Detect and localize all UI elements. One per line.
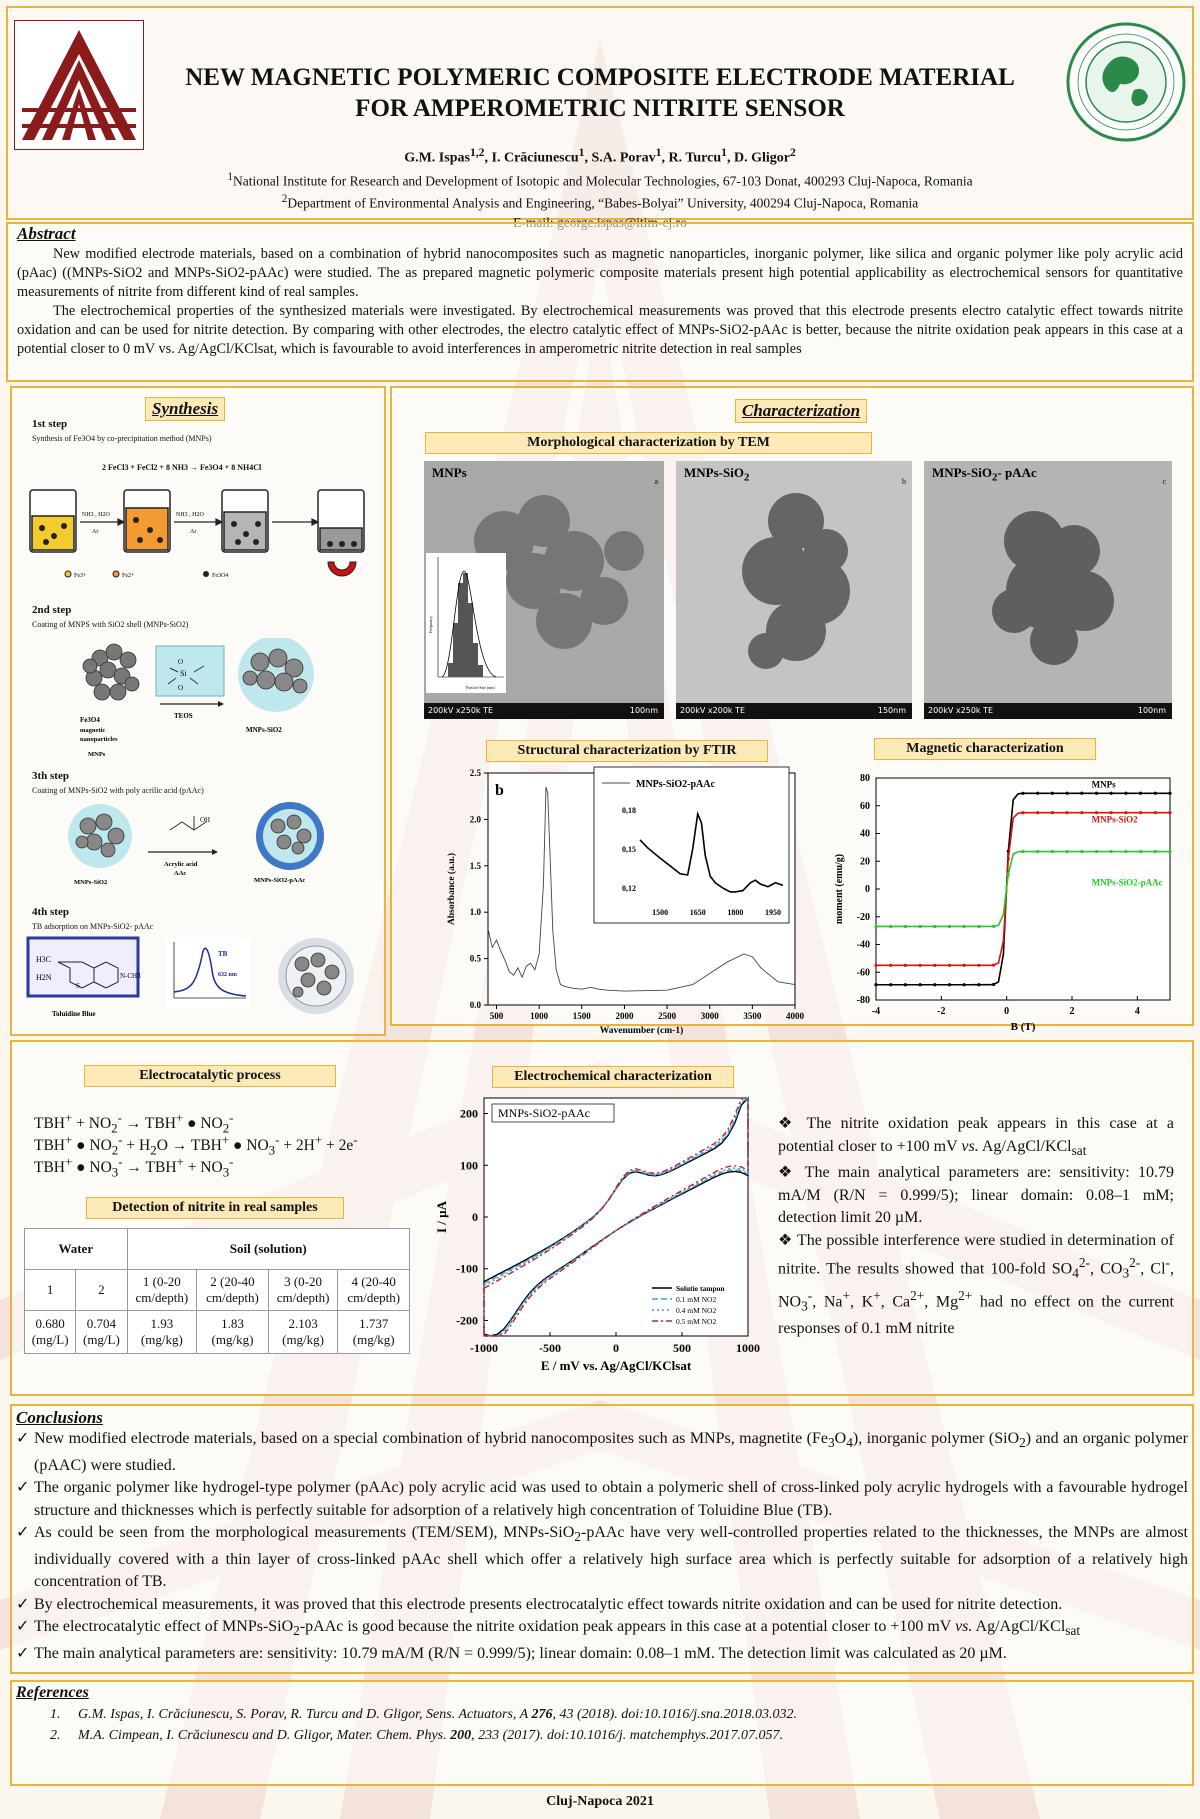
svg-text:Fe3O4: Fe3O4: [80, 716, 100, 724]
magnetic-point: [1154, 792, 1157, 795]
svg-text:Si: Si: [180, 669, 187, 678]
electrochem-bullets: [778, 1113, 1174, 1341]
svg-text:N-CH3: N-CH3: [120, 972, 141, 980]
table-cell: 1: [25, 1270, 76, 1311]
cv-x-axis-label: E / mV vs. Ag/AgCl/KClsat: [540, 1358, 692, 1373]
tem-footer-mnps: 200kV x250k TE 100nm: [424, 703, 664, 719]
synthesis-heading: Synthesis: [145, 397, 225, 421]
ftir-inset-x-tick-label: 1650: [689, 908, 706, 917]
magnetic-point: [1036, 792, 1039, 795]
magnetic-point: [963, 925, 966, 928]
magnetic-point: [1080, 792, 1083, 795]
affiliation-1: $^1$National Institute for Research and Development of Isotopic and Molecular Technologies, 67-103 Donat, 400293 Cluj-Napoca, Romania: [227, 170, 973, 189]
cv-legend-label: 0.5 mM NO2: [676, 1317, 717, 1326]
step2-desc: Coating of MNPS with SiO2 shell (MNPs-SiO2): [32, 620, 189, 629]
conclusion-item: ✓ As could be seen from the morphological measurements (TEM/SEM), MNPs-SiO$_2$-pAAc have very well-controlled properties related to the thicknesses, the MNPs are almost individually covered with a thin layer of cross-linked pAAc shell which offer a relatively high surface area which is perfectly suitable for adsorption of a relatively high concentration of TB.: [16, 1524, 1188, 1591]
ftir-x-tick-label: 500: [489, 1011, 504, 1021]
step4-desc: TB adsorption on MNPs-SiO2- pAAc: [32, 922, 154, 931]
tem-panel-mnps: [424, 461, 664, 719]
magnetic-x-tick-label: 2: [1069, 1006, 1075, 1017]
magnetic-point: [933, 925, 936, 928]
magnetic-point: [1139, 811, 1142, 814]
magnetic-y-tick-label: 20: [860, 856, 870, 868]
magnetic-point: [1168, 811, 1171, 814]
magnetic-point: [1036, 811, 1039, 814]
magnetic-point: [1021, 792, 1024, 795]
check-icon: ✓: [16, 1524, 30, 1542]
magnetic-x-tick-label: 4: [1134, 1006, 1140, 1017]
ftir-chart: [440, 765, 810, 1035]
ftir-inset-x-tick-label: 1500: [652, 908, 669, 917]
step3-desc: Coating of MNPs-SiO2 with poly acrilic acid (pAAc): [32, 786, 204, 795]
electrochemical-heading: Electrochemical characterization: [492, 1066, 734, 1088]
ftir-inset-y-tick-label: 0,12: [622, 884, 636, 893]
magnetic-point: [919, 964, 922, 967]
magnetic-point: [1051, 850, 1054, 853]
magnetic-point: [963, 964, 966, 967]
references-list: [50, 1704, 797, 1746]
magnetic-point: [948, 964, 951, 967]
tem-label-mnps-sio2-paac: MNPs-SiO$_2$- pAAc: [932, 465, 1037, 484]
tem-label-mnps-sio2: MNPs-SiO$_2$: [684, 465, 750, 484]
cv-chart: [430, 1090, 760, 1390]
step4-diagram: [26, 936, 366, 1026]
magnetic-point: [1168, 792, 1171, 795]
tem-letter-a: a: [654, 477, 658, 486]
svg-text:Toluidine Blue: Toluidine Blue: [52, 1010, 96, 1018]
magnetic-point: [904, 925, 907, 928]
ftir-x-tick-label: 3000: [700, 1011, 719, 1021]
ftir-inset-x-tick-label: 1950: [764, 908, 781, 917]
magnetic-point: [1139, 850, 1142, 853]
magnetic-x-tick-label: 0: [1004, 1006, 1010, 1017]
magnetic-point: [904, 983, 907, 986]
table-group-water: Water: [25, 1229, 128, 1270]
conclusion-item: ✓ The main analytical parameters are: sensitivity: 10.79 mA/M (R/N = 0.999/5); linear domain: 0.08–1 mM. The detection limit was calculated as 20 µM.: [16, 1643, 1188, 1666]
magnetic-point: [919, 983, 922, 986]
cv-x-tick-label: 1000: [736, 1341, 760, 1355]
check-icon: ✓: [16, 1618, 30, 1636]
equation-3: TBH+ ● $NO_3^- \to TBH^+ + NO_3^-$: [34, 1154, 234, 1180]
magnetic-point: [889, 964, 892, 967]
particle-size-histogram: [426, 553, 506, 693]
magnetic-point: [1154, 811, 1157, 814]
magnetic-point: [948, 983, 951, 986]
tem-letter-b: b: [902, 477, 906, 486]
magnetic-point: [1080, 811, 1083, 814]
magnetic-point: [904, 964, 907, 967]
magnetic-point: [1110, 850, 1113, 853]
characterization-heading: Characterization: [735, 399, 867, 423]
ftir-x-axis-label: Wavenumber (cm-1): [599, 1026, 684, 1035]
ftir-x-tick-label: 3500: [743, 1011, 762, 1021]
magnetic-series-label: MNPs-SiO2-pAAc: [1091, 877, 1163, 888]
magnetic-point: [1036, 850, 1039, 853]
magnetic-y-tick-label: 60: [860, 800, 870, 812]
svg-text:Acrylic acid: Acrylic acid: [164, 861, 198, 868]
table-row: [25, 1311, 410, 1354]
step1-diagram: [24, 478, 374, 588]
magnetic-y-tick-label: -80: [856, 995, 870, 1006]
magnetic-point: [933, 964, 936, 967]
svg-text:H3C: H3C: [36, 955, 52, 964]
cv-title: MNPs-SiO2-pAAc: [498, 1106, 591, 1120]
reference-item: 1. G.M. Ispas, I. Crăciunescu, S. Porav, R. Turcu and D. Gligor, Sens. Actuators, A 276, 43 (2018). doi:10.1016/j.sna.2018.03.032.: [50, 1707, 798, 1722]
ftir-inset-y-tick-label: 0,15: [622, 845, 636, 854]
table-group-soil: Soil (solution): [127, 1229, 409, 1270]
magnetic-point: [977, 964, 980, 967]
conclusions-list: [16, 1428, 1188, 1666]
real-samples-table: [24, 1228, 410, 1354]
equation-2: TBH+ ● $NO_2^- + H_2O \to TBH^+$ ● $NO_3^- + 2H^+ + 2e^-$: [34, 1132, 358, 1158]
magnetic-point: [948, 925, 951, 928]
ftir-y-tick-label: 1.0: [469, 907, 481, 918]
magnetic-point: [889, 983, 892, 986]
cv-legend-label: 0.4 mM NO2: [676, 1306, 717, 1315]
svg-text:OH: OH: [200, 816, 211, 824]
cv-y-axis-label: I / µA: [434, 1200, 449, 1234]
magnetic-point: [874, 964, 877, 967]
reference-item: 2. M.A. Cimpean, I. Crăciunescu and D. Gligor, Mater. Chem. Phys. 200, 233 (2017). doi:10.1016/j. matchemphys.2017.07.057.: [50, 1728, 783, 1743]
poster-title: [150, 62, 1050, 124]
ftir-inset-y-tick-label: 0,18: [622, 806, 636, 815]
magnetic-point: [1007, 857, 1010, 860]
conclusion-item: ✓ By electrochemical measurements, it was proved that this electrode presents electrocatalytic effect towards nitrite oxidation and can be used for nitrite detection.: [16, 1594, 1188, 1617]
magnetic-point: [1051, 792, 1054, 795]
authors-block: [150, 143, 1050, 232]
cv-x-tick-label: 500: [673, 1341, 691, 1355]
svg-text:MNPs-SiO2: MNPs-SiO2: [246, 726, 282, 734]
step2-name: 2nd step: [32, 604, 72, 616]
affiliation-2: $^2$Department of Environmental Analysis and Engineering, “Babes-Bolyai” University, 400294 Cluj-Napoca, Romania: [281, 193, 919, 211]
footer-city: Cluj-Napoca 2021: [546, 1794, 654, 1809]
cv-y-tick-label: -200: [456, 1313, 478, 1328]
step1-reaction: 2 FeCl3 + FeCl2 + 8 NH3 → Fe3O4 + 8 NH4Cl: [102, 463, 262, 472]
svg-text:Fe3+: Fe3+: [74, 573, 87, 579]
step3-name: 3th step: [32, 770, 69, 782]
histogram-xlabel: Particle Size (nm): [466, 685, 495, 690]
magnetic-point: [1124, 792, 1127, 795]
magnetic-point: [992, 964, 995, 967]
magnetic-y-tick-label: 80: [860, 773, 870, 784]
ftir-y-tick-label: 1.5: [469, 860, 481, 871]
svg-text:TB: TB: [218, 950, 228, 958]
magnetic-point: [1110, 792, 1113, 795]
svg-text:magnetic: magnetic: [80, 727, 106, 734]
histogram-ylabel: Frequency: [428, 616, 433, 633]
ftir-y-tick-label: 0.5: [469, 953, 481, 964]
cv-y-tick-label: 200: [460, 1106, 478, 1121]
conclusion-item: ✓ The organic polymer like hydrogel-type polymer (pAAc) poly acrylic acid was used to obtain a polymeric shell of cross-linked poly acrylic hydrogels with a favourable hydrogel structure and thicknesses which is perfectly suitable for adsorption of a relatively high concentration of Toluidine Blue (TB).: [16, 1479, 1188, 1519]
table-row: [25, 1270, 410, 1311]
abstract-heading: Abstract: [17, 224, 76, 243]
cv-y-tick-label: 0: [472, 1210, 478, 1224]
tem-letter-c: c: [1162, 477, 1166, 486]
step4-name: 4th step: [32, 906, 69, 918]
conclusion-item: ✓ New modified electrode materials, based on a special combination of hybrid nanocomposites such as MNPs, magnetite $(Fe_3O_4)$, inorganic polymer (SiO$_2$) and an organic polymer (pAAC) were studied.: [16, 1430, 1188, 1474]
tem-label-mnps: MNPs: [432, 465, 467, 480]
title-line-2: FOR AMPEROMETRIC NITRITE SENSOR: [355, 95, 845, 122]
magnetic-y-tick-label: 0: [865, 884, 870, 895]
cv-legend-label: 0.1 mM NO2: [676, 1295, 717, 1304]
magnetic-point: [1139, 792, 1142, 795]
magnetic-y-tick-label: -40: [856, 939, 870, 951]
table-cell: 2.103 (mg/kg): [268, 1311, 338, 1354]
magnetic-x-axis-label: B (T): [1010, 1021, 1036, 1033]
ftir-x-tick-label: 2500: [658, 1011, 677, 1021]
magnetic-x-tick-label: -4: [871, 1006, 881, 1017]
table-cell: 1.83 (mg/kg): [197, 1311, 269, 1354]
magnetic-point: [1095, 850, 1098, 853]
magnetic-point: [1021, 811, 1024, 814]
step2-diagram: [80, 638, 320, 764]
institute-logo: [14, 20, 144, 150]
ftir-x-tick-label: 2000: [615, 1011, 634, 1021]
cv-y-tick-label: -100: [456, 1261, 478, 1276]
authors: G.M. Ispas$^{1,2}$, I. Crăciunescu$^1$, S.A. Porav$^1$, R. Turcu$^1$, D. Gligor$^2$: [404, 146, 796, 166]
equation-1: $TBH^+ + NO_2^- \to TBH^+$ ● $NO_2^-$: [34, 1110, 234, 1136]
faculty-seal-logo: [1064, 20, 1188, 144]
ftir-y-axis-label: Absorbance (a.u.): [447, 852, 457, 926]
magnetic-series-label: MNPs-SiO2: [1091, 814, 1138, 825]
table-cell: 1.93 (mg/kg): [127, 1311, 197, 1354]
magnetic-point: [992, 925, 995, 928]
svg-text:Fe3O4: Fe3O4: [212, 573, 229, 579]
ftir-x-tick-label: 1500: [572, 1011, 591, 1021]
magnetic-point: [963, 983, 966, 986]
ftir-heading: Structural characterization by FTIR: [486, 740, 768, 762]
cv-x-tick-label: -500: [539, 1341, 561, 1355]
magnetic-y-axis-label: moment (emu/g): [834, 853, 845, 925]
tem-footer-mnps-sio2-paac: 200kV x250k TE 100nm: [924, 703, 1172, 719]
svg-text:Ar: Ar: [92, 529, 99, 535]
table-cell: 0.704 (mg/L): [76, 1311, 127, 1354]
magnetic-point: [1066, 792, 1069, 795]
table-cell: 1.737 (mg/kg): [338, 1311, 410, 1354]
magnetic-point: [874, 983, 877, 986]
table-cell: 2: [76, 1270, 127, 1311]
step1-desc: Synthesis of Fe3O4 by co-precipitation method (MNPs): [32, 434, 212, 443]
magnetic-x-tick-label: -2: [937, 1006, 946, 1017]
cv-x-tick-label: -1000: [470, 1341, 498, 1355]
magnetic-point: [874, 925, 877, 928]
abstract-paragraph-1: New modified electrode materials, based on a combination of hybrid nanocomposites such as magnetic nanoparticles, inorganic polymer, like silica and organic polymer like poly acrylic acid (pAac) ((MNPs-SiO2 and MNPs-SiO2-pAAc) were studied. The as prepared magnetic polymeric composite materials present high potential applicability as electrochemical sensors for quantitative measurements of nitrite from different kind of real samples.: [17, 246, 1183, 300]
magnetic-y-tick-label: -20: [856, 911, 870, 923]
table-cell: 2 (20-40 cm/depth): [197, 1270, 269, 1311]
ftir-y-tick-label: 2.5: [469, 768, 481, 778]
electrocatalytic-heading: Electrocatalytic process: [84, 1065, 336, 1087]
tem-footer-mnps-sio2: 200kV x200k TE 150nm: [676, 703, 912, 719]
ftir-panel-letter: b: [495, 782, 504, 799]
cv-legend-label: Solutie tampon: [676, 1284, 725, 1293]
svg-text:O: O: [178, 684, 184, 692]
ftir-legend-label: MNPs-SiO2-pAAc: [636, 779, 715, 790]
check-icon: ✓: [16, 1645, 30, 1663]
tem-panel-mnps-sio2: [676, 461, 912, 719]
svg-text:MNPs: MNPs: [88, 751, 106, 758]
title-line-1: NEW MAGNETIC POLYMERIC COMPOSITE ELECTRODE MATERIAL: [185, 64, 1015, 91]
conclusion-item: ✓ The electrocatalytic effect of MNPs-SiO$_2$-pAAc is good because the nitrite oxidation peak appears in this case at a potential closer to +100 mV vs. Ag/AgCl/KCl$_{sat}$: [16, 1618, 1081, 1639]
svg-text:632 nm: 632 nm: [218, 972, 237, 978]
magnetic-chart: [830, 764, 1180, 1034]
magnetic-point: [1080, 850, 1083, 853]
step1-name: 1st step: [32, 418, 68, 430]
magnetic-point: [1051, 811, 1054, 814]
magnetic-series-label: MNPs: [1091, 779, 1116, 790]
step3-diagram: [64, 802, 334, 890]
table-cell: 1 (0-20 cm/depth): [127, 1270, 197, 1311]
table-cell: 4 (20-40 cm/depth): [338, 1270, 410, 1311]
svg-text:Ar: Ar: [190, 529, 197, 535]
svg-text:NH3 , H2O: NH3 , H2O: [82, 512, 110, 518]
bullet-1: ❖ The nitrite oxidation peak appears in this case at a potential closer to +100 mV vs. Ag/AgCl/KCl$_{sat}$: [778, 1115, 1174, 1158]
svg-text:S: S: [76, 982, 80, 990]
ftir-inset-x-tick-label: 1800: [727, 908, 744, 917]
magnetic-point: [977, 925, 980, 928]
magnetic-heading: Magnetic characterization: [874, 738, 1096, 760]
magnetic-point: [1168, 850, 1171, 853]
ftir-x-tick-label: 1000: [530, 1011, 549, 1021]
ftir-y-tick-label: 0.0: [469, 1000, 481, 1010]
svg-text:MNPs-SiO2: MNPs-SiO2: [74, 879, 108, 886]
check-icon: ✓: [16, 1595, 30, 1613]
magnetic-point: [992, 983, 995, 986]
magnetic-point: [889, 925, 892, 928]
magnetic-point: [1066, 811, 1069, 814]
check-icon: ✓: [16, 1479, 30, 1497]
magnetic-y-tick-label: -60: [856, 967, 870, 979]
magnetic-point: [1021, 850, 1024, 853]
svg-text:Fe2+: Fe2+: [122, 573, 135, 579]
table-cell: 3 (0-20 cm/depth): [268, 1270, 338, 1311]
abstract-paragraph-2: The electrochemical properties of the synthesized materials were investigated. By electrochemical measurements was proved that this electrode presents electro catalytic effect towards nitrite oxidation and can be used for nitrite detection. By comparing with other electrodes, the electro catalytic effect of MNPs-SiO2-pAAc is better, because the nitrite oxidation peak appears in this case at a potential closer to 0 mV vs. Ag/AgCl/KClsat, which is favourable to avoid interferences in amperometric nitrite detection in real samples: [17, 303, 1183, 357]
bullet-2: ❖ The main analytical parameters are: sensitivity: 10.79 mA/M (R/N = 0.999/5); linear domain: 0.08–1 mM; detection limit 20 µM.: [778, 1164, 1174, 1227]
tem-heading: Morphological characterization by TEM: [425, 432, 872, 454]
magnetic-y-tick-label: 40: [860, 828, 870, 840]
svg-text:O: O: [178, 658, 184, 666]
cv-x-tick-label: 0: [613, 1341, 619, 1355]
references-heading: References: [16, 1684, 89, 1701]
svg-text:AAc: AAc: [174, 870, 187, 877]
svg-text:H2N: H2N: [36, 973, 52, 982]
conclusions-heading: Conclusions: [16, 1408, 103, 1427]
magnetic-point: [933, 983, 936, 986]
table-row: [25, 1229, 410, 1270]
tem-panel-mnps-sio2-paac: [924, 461, 1172, 719]
svg-text:TEOS: TEOS: [174, 712, 193, 720]
bullet-3: ❖ The possible interference were studied in determination of nitrite. The results showed that 100-fold $SO_4^{2-}$, $CO_3^{2-}$, Cl-, $NO_3^-$, Na+, K+, $Ca^{2+}$, $Mg^{2+}$ had no effect on the current responses of 0.1 mM nitrite: [778, 1231, 1174, 1338]
magnetic-point: [1066, 850, 1069, 853]
magnetic-point: [977, 983, 980, 986]
ftir-y-tick-label: 2.0: [469, 814, 481, 825]
magnetic-point: [1154, 850, 1157, 853]
svg-text:NH3 , H2O: NH3 , H2O: [176, 512, 204, 518]
svg-text:nanoparticles: nanoparticles: [80, 736, 118, 743]
table-cell: 0.680 (mg/L): [25, 1311, 76, 1354]
magnetic-point: [1007, 873, 1010, 876]
magnetic-point: [1095, 792, 1098, 795]
check-icon: ✓: [16, 1430, 30, 1447]
ftir-x-tick-label: 4000: [786, 1011, 804, 1021]
real-samples-heading: Detection of nitrite in real samples: [86, 1197, 344, 1219]
magnetic-point: [919, 925, 922, 928]
magnetic-point: [1124, 850, 1127, 853]
svg-text:MNPs-SiO2-pAAc: MNPs-SiO2-pAAc: [254, 877, 306, 884]
cv-y-tick-label: 100: [460, 1158, 478, 1173]
